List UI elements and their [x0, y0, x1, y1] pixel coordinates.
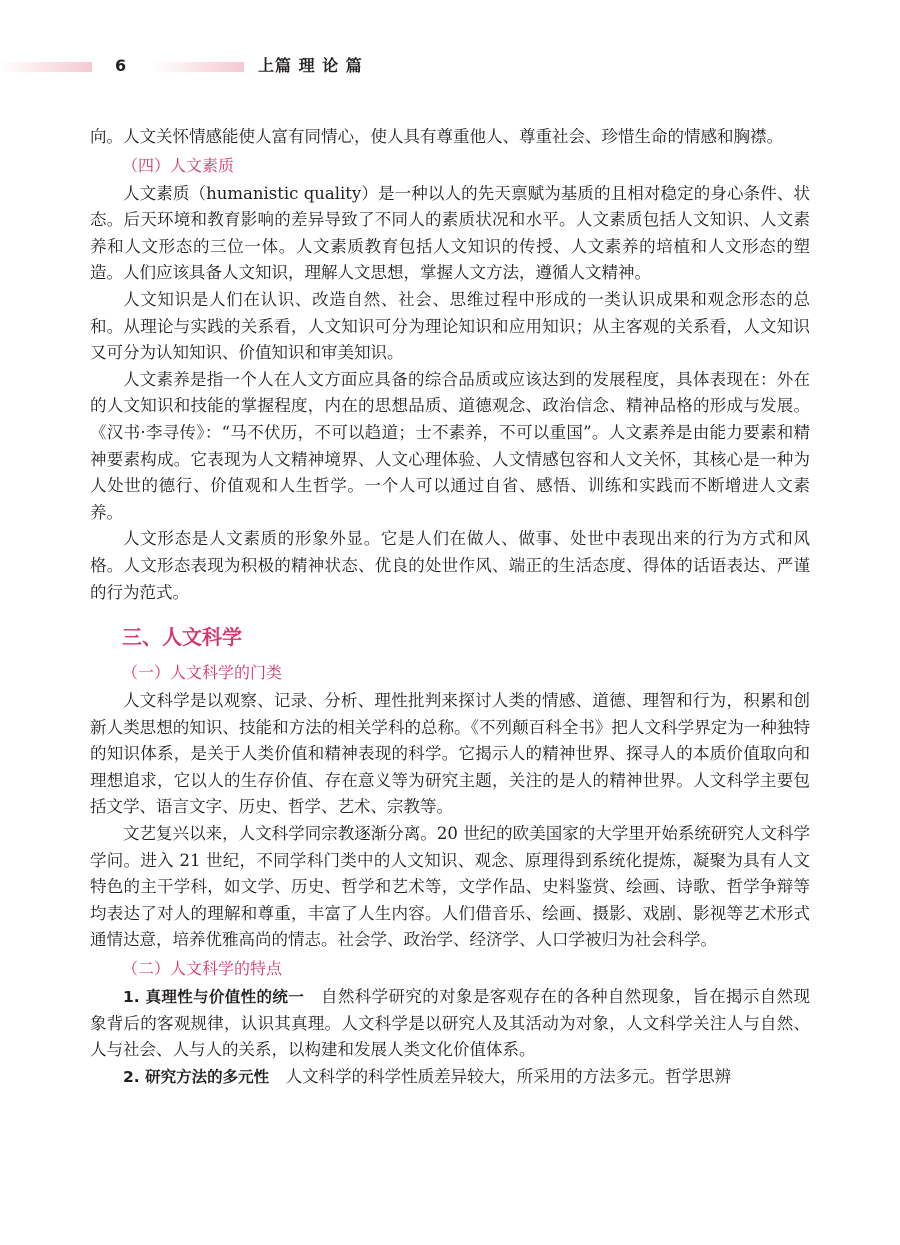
heading-humanistic-quality: （四）人文素质 [122, 155, 235, 175]
paragraph-humanistic-knowledge: 人文知识是人们在认识、改造自然、社会、思维过程中形成的一类认识成果和观念形态的总和。从理论与实践的关系看，人文知识可分为理论知识和应用知识；从主客观的关系看，人文知识又可分为认知知识、价值知识和审美知识。 [90, 289, 810, 363]
paragraph-continued: 向。人文关怀情感能使人富有同情心，使人具有尊重他人、尊重社会、珍惜生命的情感和胸襟。 [90, 127, 783, 146]
paragraph-science-history: 文艺复兴以来，人文科学同宗教逐渐分离。20 世纪的欧美国家的大学里开始系统研究人文科学学问。进入 21 世纪，不同学科门类中的人文知识、观念、原理得到系统化提炼，凝聚为具有人文特色的主干学科，如文学、历史、哲学和艺术等，文学作品、史料鉴赏、绘画、诗歌、哲学争辩等均表达了对人的理解和尊重，丰富了人生内容。人们借音乐、绘画、摄影、戏剧、影视等艺术形式通情达意，培养优雅高尚的情志。社会学、政治学、经济学、人口学被归为社会科学。 [90, 824, 810, 950]
feature-1-text: 自然科学研究的对象是客观存在的各种自然现象，旨在揭示自然现象背后的客观规律，认识其真理。人文科学是以研究人及其活动为对象，人文科学关注人与自然、人与社会、人与人的关系，以构建和发展人类文化价值体系。 [90, 987, 811, 1060]
heading-science-categories: （一）人文科学的门类 [122, 663, 283, 683]
paragraph-quality-definition: 人文素质（humanistic quality）是一种以人的先天禀赋为基质的且相对稳定的身心条件、状态。后天环境和教育影响的差异导致了不同人的素质状况和水平。人文素质包括人文知识、人文素养和人文形态的三位一体。人文素质教育包括人文知识的传授、人文素养的培植和人文形态的塑造。人们应该具备人文知识，理解人文思想，掌握人文方法，遵循人文精神。 [90, 183, 810, 283]
paragraph-humanistic-form: 人文形态是人文素质的形象外显。它是人们在做人、做事、处世中表现出来的行为方式和风格。人文形态表现为积极的精神状态、优良的处世作风、端正的生活态度、得体的话语表达、严谨的行为范式。 [90, 529, 810, 602]
heading-humanities-science: 三、人文科学 [122, 625, 242, 650]
feature-2-text: 人文科学的科学性质差异较大，所采用的方法多元。哲学思辨 [269, 1066, 732, 1086]
paragraph-feature-2 [90, 1064, 810, 1091]
page-body [90, 124, 810, 1090]
header-decor-bar-left [0, 62, 92, 72]
feature-2-lead: 2. 研究方法的多元性 [123, 1067, 270, 1086]
header-decor-bar-right [152, 62, 244, 72]
feature-1-lead: 1. 真理性与价值性的统一 [123, 988, 305, 1007]
running-section-title: 上篇 理 论 篇 [258, 56, 363, 75]
heading-science-features: （二）人文科学的特点 [122, 959, 283, 979]
paragraph-feature-1 [90, 984, 810, 1064]
page-header [0, 52, 900, 82]
paragraph-humanistic-literacy: 人文素养是指一个人在人文方面应具备的综合品质或应该达到的发展程度，具体表现在：外在的人文知识和技能的掌握程度，内在的思想品质、道德观念、政治信念、精神品格的形成与发展。《汉书·李寻传》：“马不伏历，不可以趋道；士不素养，不可以重国”。人文素养是由能力要素和精神要素构成。它表现为人文精神境界、人文心理体验、人文情感包容和人文关怀，其核心是一种为人处世的德行、价值观和人生哲学。一个人可以通过自省、感悟、训练和实践而不断增进人文素养。 [90, 369, 810, 522]
paragraph-science-definition: 人文科学是以观察、记录、分析、理性批判来探讨人类的情感、道德、理智和行为，积累和创新人类思想的知识、技能和方法的相关学科的总称。《不列颠百科全书》把人文科学界定为一种独特的知识体系，是关于人类价值和精神表现的科学。它揭示人的精神世界、探寻人的本质价值取向和理想追求，它以人的生存价值、存在意义等为研究主题，关注的是人的精神世界。人文科学主要包括文学、语言文字、历史、哲学、艺术、宗教等。 [90, 691, 810, 817]
page-number: 6 [115, 56, 127, 75]
